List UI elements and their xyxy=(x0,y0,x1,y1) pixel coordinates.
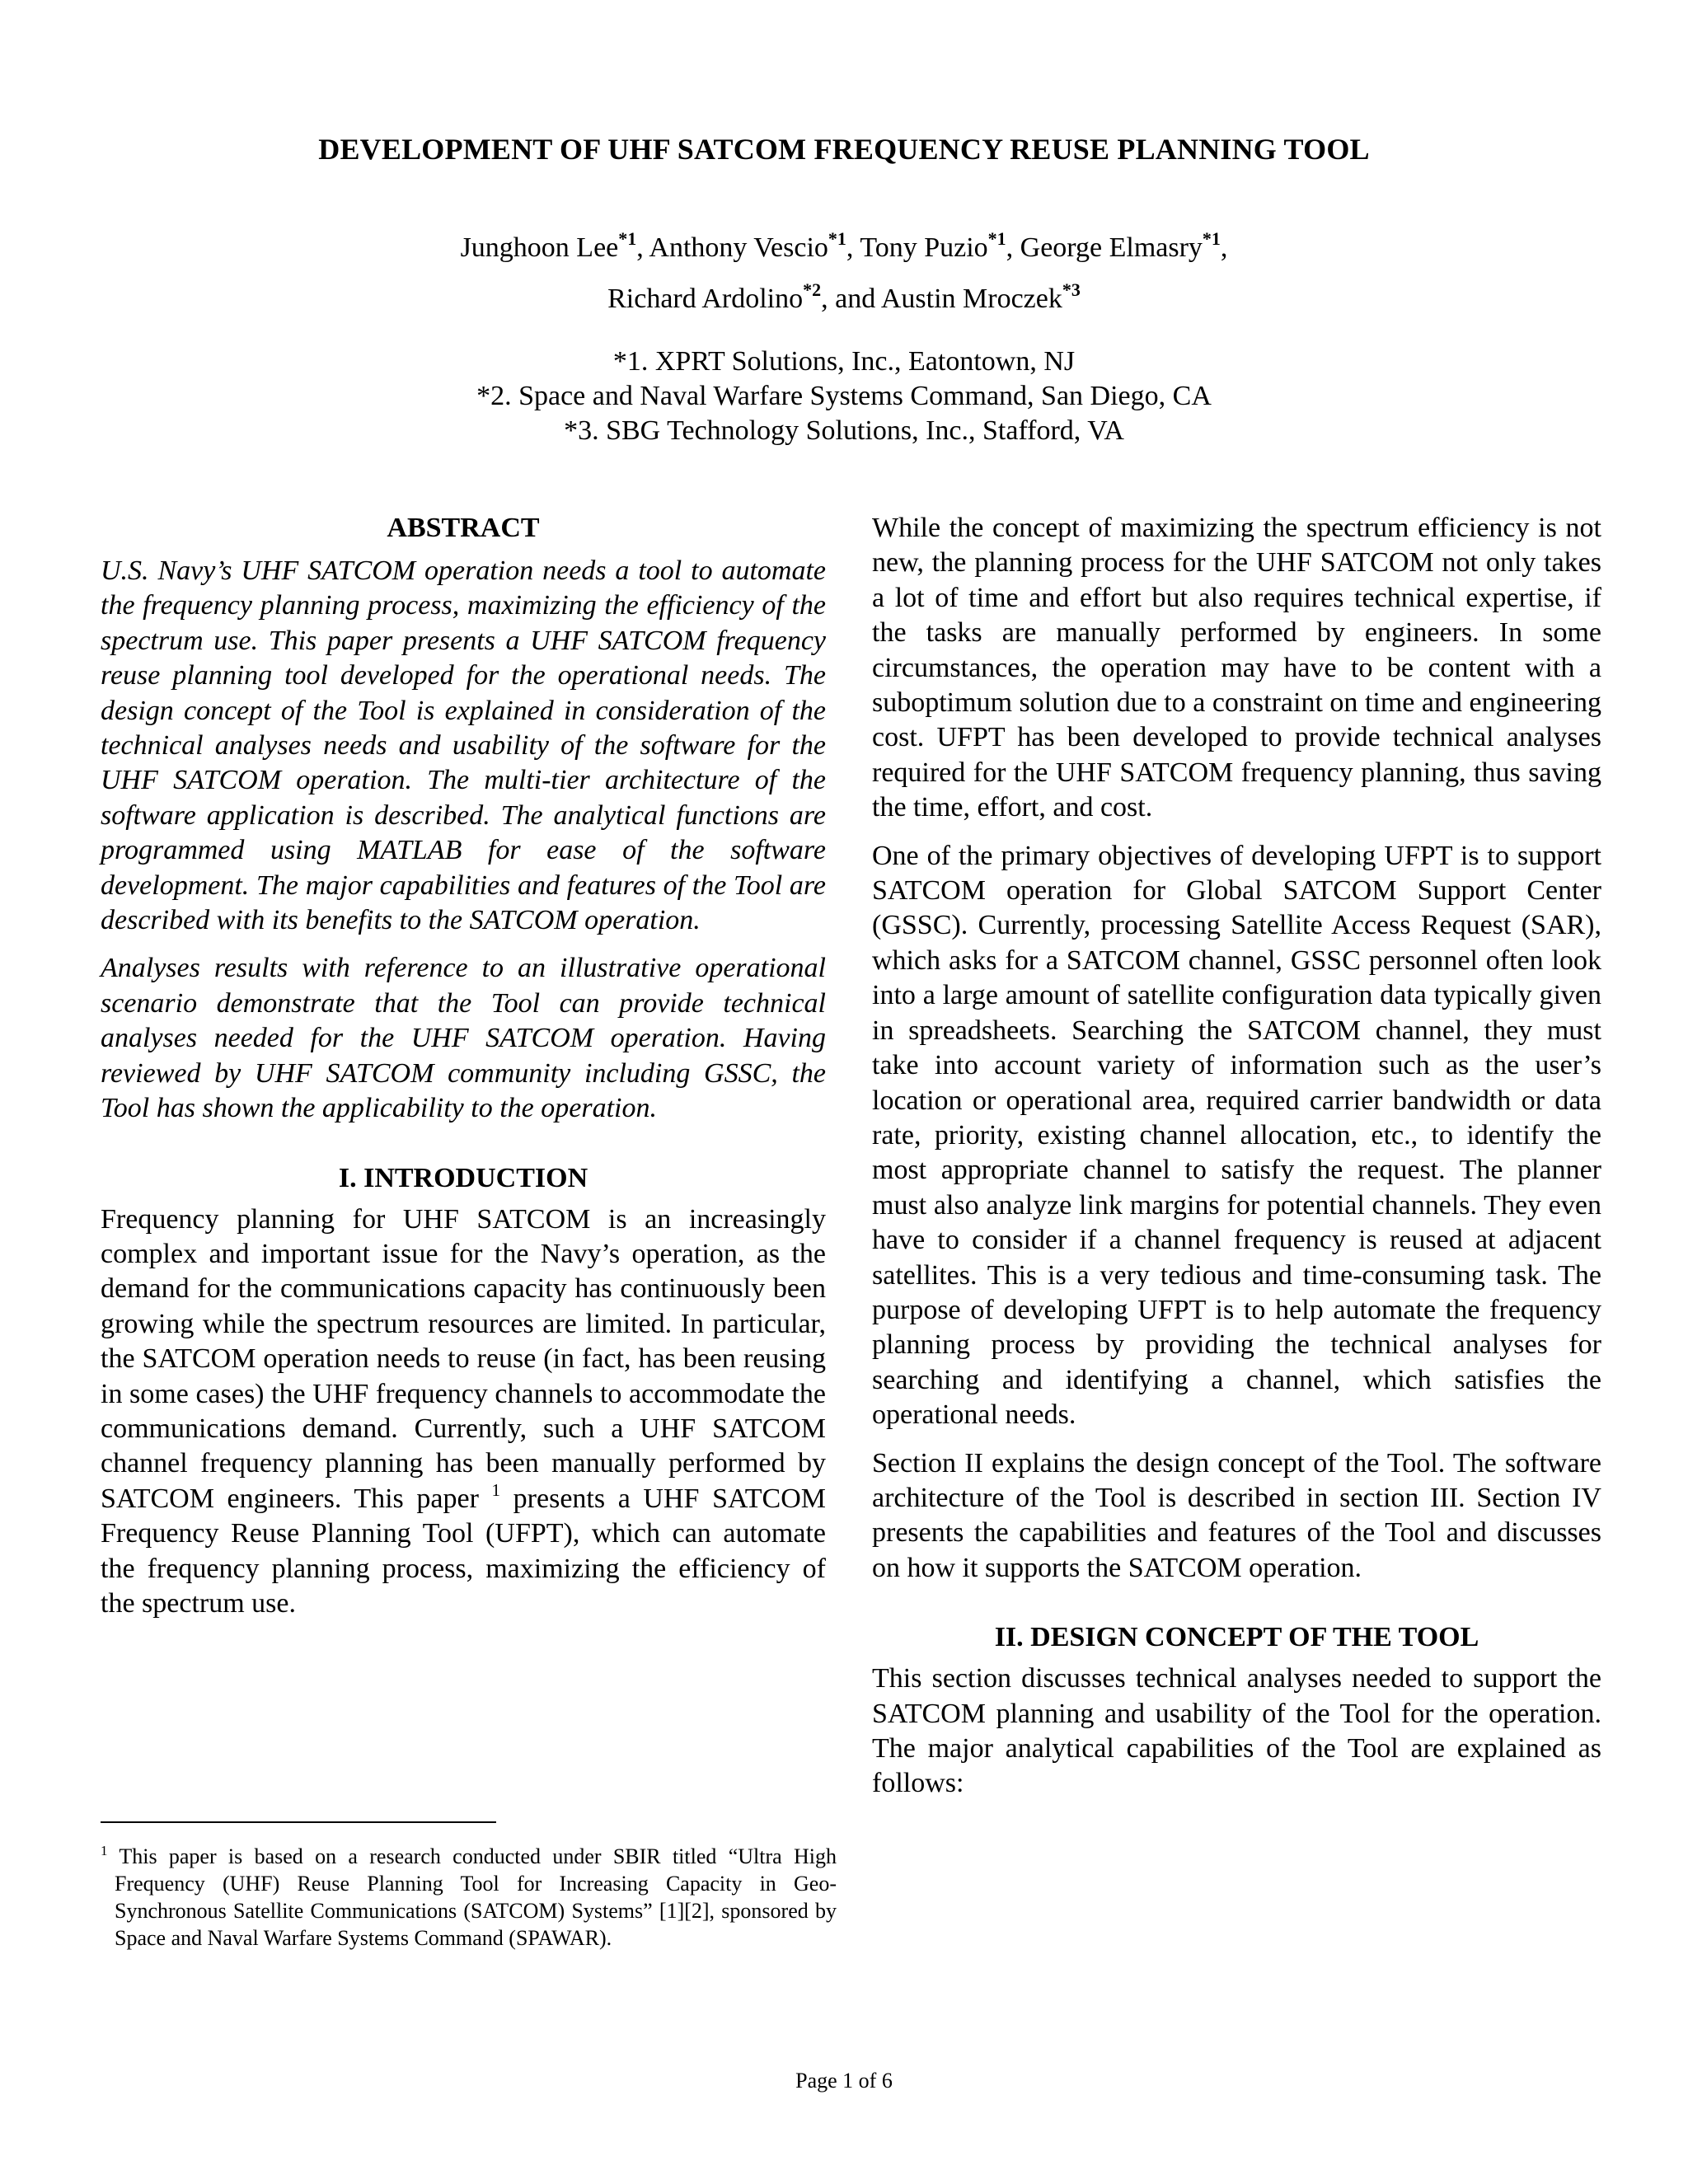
affiliation: *3. SBG Technology Solutions, Inc., Stafford, VA xyxy=(564,415,1124,446)
section-2-heading: II. DESIGN CONCEPT OF THE TOOL xyxy=(994,1622,1479,1653)
introduction-paragraph xyxy=(101,1202,826,1622)
author-mark: *1 xyxy=(828,228,846,249)
author-name: Austin Mroczek xyxy=(880,284,1062,314)
abstract-paragraph: Analyses results with reference to an illustrative operational scenario demonstrate that the Tool can provide technical analyses needed for the UHF SATCOM operation. Having reviewed by UHF SATCOM community including GSSC, the Tool has shown the applicability to the operation. xyxy=(101,953,826,1124)
abstract-paragraph: U.S. Navy’s UHF SATCOM operation needs a tool to automate the frequency planning process, maximizing the efficiency of the spectrum use. This paper presents a UHF SATCOM frequency reuse planning tool developed for the operational needs. The design concept of the Tool is explained in consideration of the technical analyses needs and usability of the software for the UHF SATCOM operation. The multi-tier architecture of the software application is described. The analytical functions are programmed using MATLAB for ease of the software development. The major capabilities and features of the Tool are described with its benefits to the SATCOM operation. xyxy=(101,555,826,936)
author-name: George Elmasry xyxy=(1020,232,1203,263)
footnote-divider xyxy=(101,1821,496,1823)
author-mark: *1 xyxy=(1202,228,1221,249)
author-name: Anthony Vescio xyxy=(649,232,828,263)
author-separator: , xyxy=(636,232,649,263)
paper-title: DEVELOPMENT OF UHF SATCOM FREQUENCY REUSE PLANNING TOOL xyxy=(318,133,1370,166)
page-number: Page 1 of 6 xyxy=(795,2069,893,2093)
body-paragraph: While the concept of maximizing the spectrum efficiency is not new, the planning process for the UHF SATCOM not only takes a lot of time and effort but also requires technical expertise, if the tasks are manually performed by engineers. In some circumstances, the operation may have to be content with a suboptimum solution due to a constraint on time and engineering cost. UFPT has been developed to provide technical analyses required for the UHF SATCOM frequency planning, thus saving the time, effort, and cost. xyxy=(872,513,1601,823)
footnote-text: This paper is based on a research conducted under SBIR titled “Ultra High Frequency (UHF) Reuse Planning Tool for Increasing Capacity in Geo-Synchronous Satellite Communications (SATCOM) Systems” [1][2], sponsored by Space and Naval Warfare Systems Command (SPAWAR). xyxy=(107,1844,837,1950)
footnote xyxy=(101,1843,837,1952)
body-text: Frequency planning for UHF SATCOM is an increasingly complex and important issue for the Navy’s operation, as the demand for the communications capacity has continuously been growing while the spectrum resources are limited. In particular, the SATCOM operation needs to reuse (in fact, has been reusing in some cases) the UHF frequency channels to accommodate the communications demand. Currently, such a UHF SATCOM channel frequency planning has been manually performed by SATCOM engineers. This paper xyxy=(101,1203,826,1514)
author-line-2 xyxy=(0,274,1688,325)
author-mark: *2 xyxy=(803,279,822,300)
author-mark: *3 xyxy=(1062,279,1081,300)
author-list xyxy=(0,223,1688,325)
author-separator: , and xyxy=(821,284,881,314)
affiliation-list xyxy=(0,344,1688,448)
body-text: presents a UHF SATCOM Frequency Reuse Planning Tool (UFPT), which can automate the frequency planning process, maximizing the efficiency of the spectrum use. xyxy=(101,1483,826,1619)
author-name: Richard Ardolino xyxy=(607,284,804,314)
author-line-1 xyxy=(0,223,1688,274)
footnote-reference: 1 xyxy=(491,1479,501,1500)
author-name: Junghoon Lee xyxy=(460,232,619,263)
author-separator: , xyxy=(1220,232,1228,263)
introduction-heading: I. INTRODUCTION xyxy=(338,1162,588,1193)
author-separator: , xyxy=(846,232,860,263)
author-mark: *1 xyxy=(618,228,637,249)
affiliation: *1. XPRT Solutions, Inc., Eatontown, NJ xyxy=(612,346,1076,377)
footnote-mark: 1 xyxy=(101,1843,108,1858)
abstract-heading: ABSTRACT xyxy=(387,513,540,543)
author-separator: , xyxy=(1006,232,1020,263)
body-paragraph: Section II explains the design concept of the Tool. The software architecture of the Tool is described in section III. Section IV presents the capabilities and features of the Tool and discusses on how it supports the SATCOM operation. xyxy=(872,1447,1601,1583)
right-column xyxy=(872,511,1601,1815)
author-mark: *1 xyxy=(987,228,1006,249)
affiliation: *2. Space and Naval Warfare Systems Command, San Diego, CA xyxy=(476,381,1212,411)
body-paragraph: One of the primary objectives of developing UFPT is to support SATCOM operation for Global SATCOM Support Center (GSSC). Currently, processing Satellite Access Request (SAR), which asks for a SATCOM channel, GSSC personnel often look into a large amount of satellite configuration data typically given in spreadsheets. Searching the SATCOM channel, they must take into account variety of information such as the user’s location or operational area, required carrier bandwidth or data rate, priority, existing channel allocation, etc., to identify the most appropriate channel to satisfy the request. The planner must also analyze link margins for potential channels. They even have to consider if a channel frequency is reused at adjacent satellites. This is a very tedious and time-consuming task. The purpose of developing UFPT is to help automate the frequency planning process by providing the technical analyses for searching and identifying a channel, which satisfies the operational needs. xyxy=(872,840,1601,1431)
author-name: Tony Puzio xyxy=(860,232,988,263)
left-column xyxy=(101,511,826,1634)
body-paragraph: This section discusses technical analyses needed to support the SATCOM planning and usability of the Tool for the operation. The major analytical capabilities of the Tool are explained as follows: xyxy=(872,1663,1601,1799)
